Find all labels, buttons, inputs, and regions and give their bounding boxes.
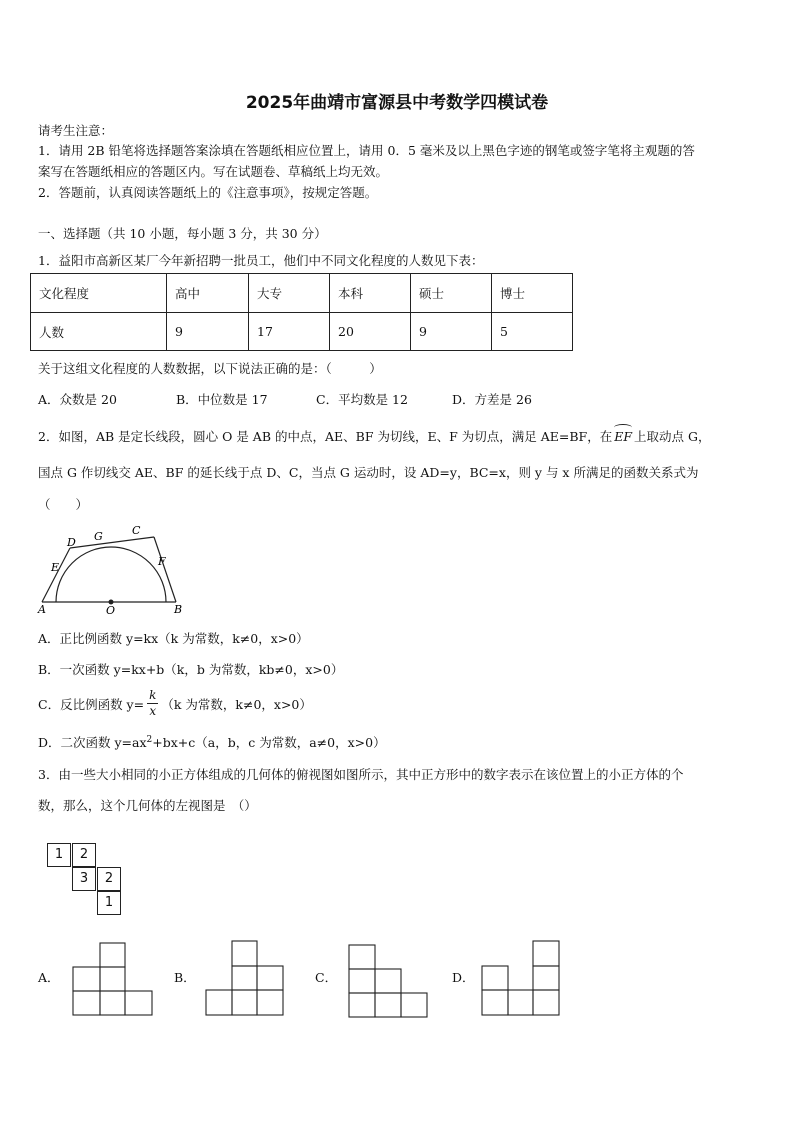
q3-option-d-view <box>481 940 561 1017</box>
fig-label-g: G <box>94 530 103 543</box>
table-cell: 9 <box>167 313 249 351</box>
arc-mark-icon <box>614 424 632 431</box>
q2-line-1-text: 2．如图，AB 是定长线段，圆心 O 是 AB 的中点，AE、BF 为切线，E、F 为切点，满足 AE=BF，在 <box>38 429 613 444</box>
q1-stem: 1．益阳市高新区某厂今年新招聘一批员工，他们中不同文化程度的人数见下表： <box>38 253 484 268</box>
notice-line-1: 1．请用 2B 铅笔将选择题答案涂填在答题纸相应位置上，请用 0．5 毫米及以上黑色字迹的钢笔或签字笔将主观题的答 <box>38 143 695 158</box>
fig-label-a: A <box>38 603 46 615</box>
arc-ef-notation <box>614 429 632 444</box>
q3-option-c-label: C． <box>315 970 338 985</box>
q3-line-2: 数，那么，这个几何体的左视图是 （） <box>38 798 257 813</box>
notice-heading: 请考生注意： <box>38 123 114 138</box>
q3-option-b-view <box>205 940 285 1017</box>
q2-option-c-suffix: （k 为常数，k≠0，x>0） <box>161 696 312 712</box>
table-cell: 17 <box>249 313 330 351</box>
q1-option-a: A．众数是 20 <box>38 392 117 407</box>
q2-option-d <box>38 733 386 751</box>
fig-label-c: C <box>132 524 141 537</box>
fig-label-o: O <box>106 604 116 615</box>
q1-option-b: B．中位数是 17 <box>176 392 268 407</box>
table-cell: 5 <box>492 313 573 351</box>
page-title: 2025年曲靖市富源县中考数学四模试卷 <box>245 93 549 113</box>
q2-option-a: A．正比例函数 y=kx（k 为常数，k≠0，x>0） <box>38 631 309 646</box>
fig-label-d: D <box>67 536 76 549</box>
fig-label-b: B <box>174 603 183 615</box>
table-cell: 人数 <box>31 313 167 351</box>
grid-cell: 1 <box>97 891 121 915</box>
education-table <box>30 273 573 351</box>
fraction-numerator: k <box>149 688 157 702</box>
q2-option-c-prefix: C．反比例函数 y= <box>38 696 145 712</box>
q2-line-1-end: 上取动点 G， <box>634 429 711 444</box>
section-heading: 一、选择题（共 10 小题，每小题 3 分，共 30 分） <box>38 226 327 241</box>
table-header-row <box>31 274 573 313</box>
q2-line-3: （ ） <box>38 497 89 512</box>
grid-cell: 1 <box>47 843 71 867</box>
q1-option-c: C．平均数是 12 <box>316 392 408 407</box>
fraction-denominator: x <box>149 704 157 718</box>
q3-line-1: 3．由一些大小相同的小正方体组成的几何体的俯视图如图所示，其中正方形中的数字表示在该位置上的小正方体的个 <box>38 767 684 782</box>
grid-cell: 2 <box>72 843 96 867</box>
table-header-cell: 大专 <box>249 274 330 313</box>
grid-cell: 2 <box>97 867 121 891</box>
q3-option-a-view <box>72 942 154 1017</box>
q2-option-d-suffix: +bx+c（a，b，c 为常数，a≠0，x>0） <box>152 735 386 750</box>
q2-line-2: 国点 G 作切线交 AE、BF 的延长线于点 D、C，当点 G 运动时，设 AD=y，BC=x，则 y 与 x 所满足的函数关系式为 <box>38 465 699 480</box>
fig-label-f: F <box>158 555 166 568</box>
q1-option-d: D．方差是 26 <box>452 392 532 407</box>
q1-question: 关于这组文化程度的人数数据，以下说法正确的是：（ ） <box>38 361 382 376</box>
table-row <box>31 313 573 351</box>
q2-line-1 <box>38 427 711 445</box>
table-header-cell: 文化程度 <box>31 274 167 313</box>
table-header-cell: 本科 <box>330 274 411 313</box>
q2-option-c <box>38 688 312 719</box>
table-cell: 20 <box>330 313 411 351</box>
grid-cell: 3 <box>72 867 96 891</box>
q3-option-c-view <box>348 944 430 1019</box>
table-header-cell: 硕士 <box>411 274 492 313</box>
notice-line-2: 案写在答题纸相应的答题区内。写在试题卷、草稿纸上均无效。 <box>38 164 389 179</box>
q3-option-a-label: A． <box>38 970 60 985</box>
q2-option-d-prefix: D．二次函数 y=ax <box>38 735 147 750</box>
table-header-cell: 博士 <box>492 274 573 313</box>
q3-option-b-label: B． <box>174 970 196 985</box>
table-header-cell: 高中 <box>167 274 249 313</box>
q2-option-b: B．一次函数 y=kx+b（k，b 为常数，kb≠0，x>0） <box>38 662 344 677</box>
exponent: 2 <box>146 734 153 745</box>
notice-line-3: 2．答题前，认真阅读答题纸上的《注意事项》，按规定答题。 <box>38 185 378 200</box>
table-cell: 9 <box>411 313 492 351</box>
q3-option-d-label: D． <box>452 970 475 985</box>
fig-label-e: E <box>51 561 60 574</box>
q2-figure <box>36 520 186 615</box>
fraction-k-over-x <box>147 688 158 719</box>
arc-ef-label: EF <box>614 429 633 444</box>
